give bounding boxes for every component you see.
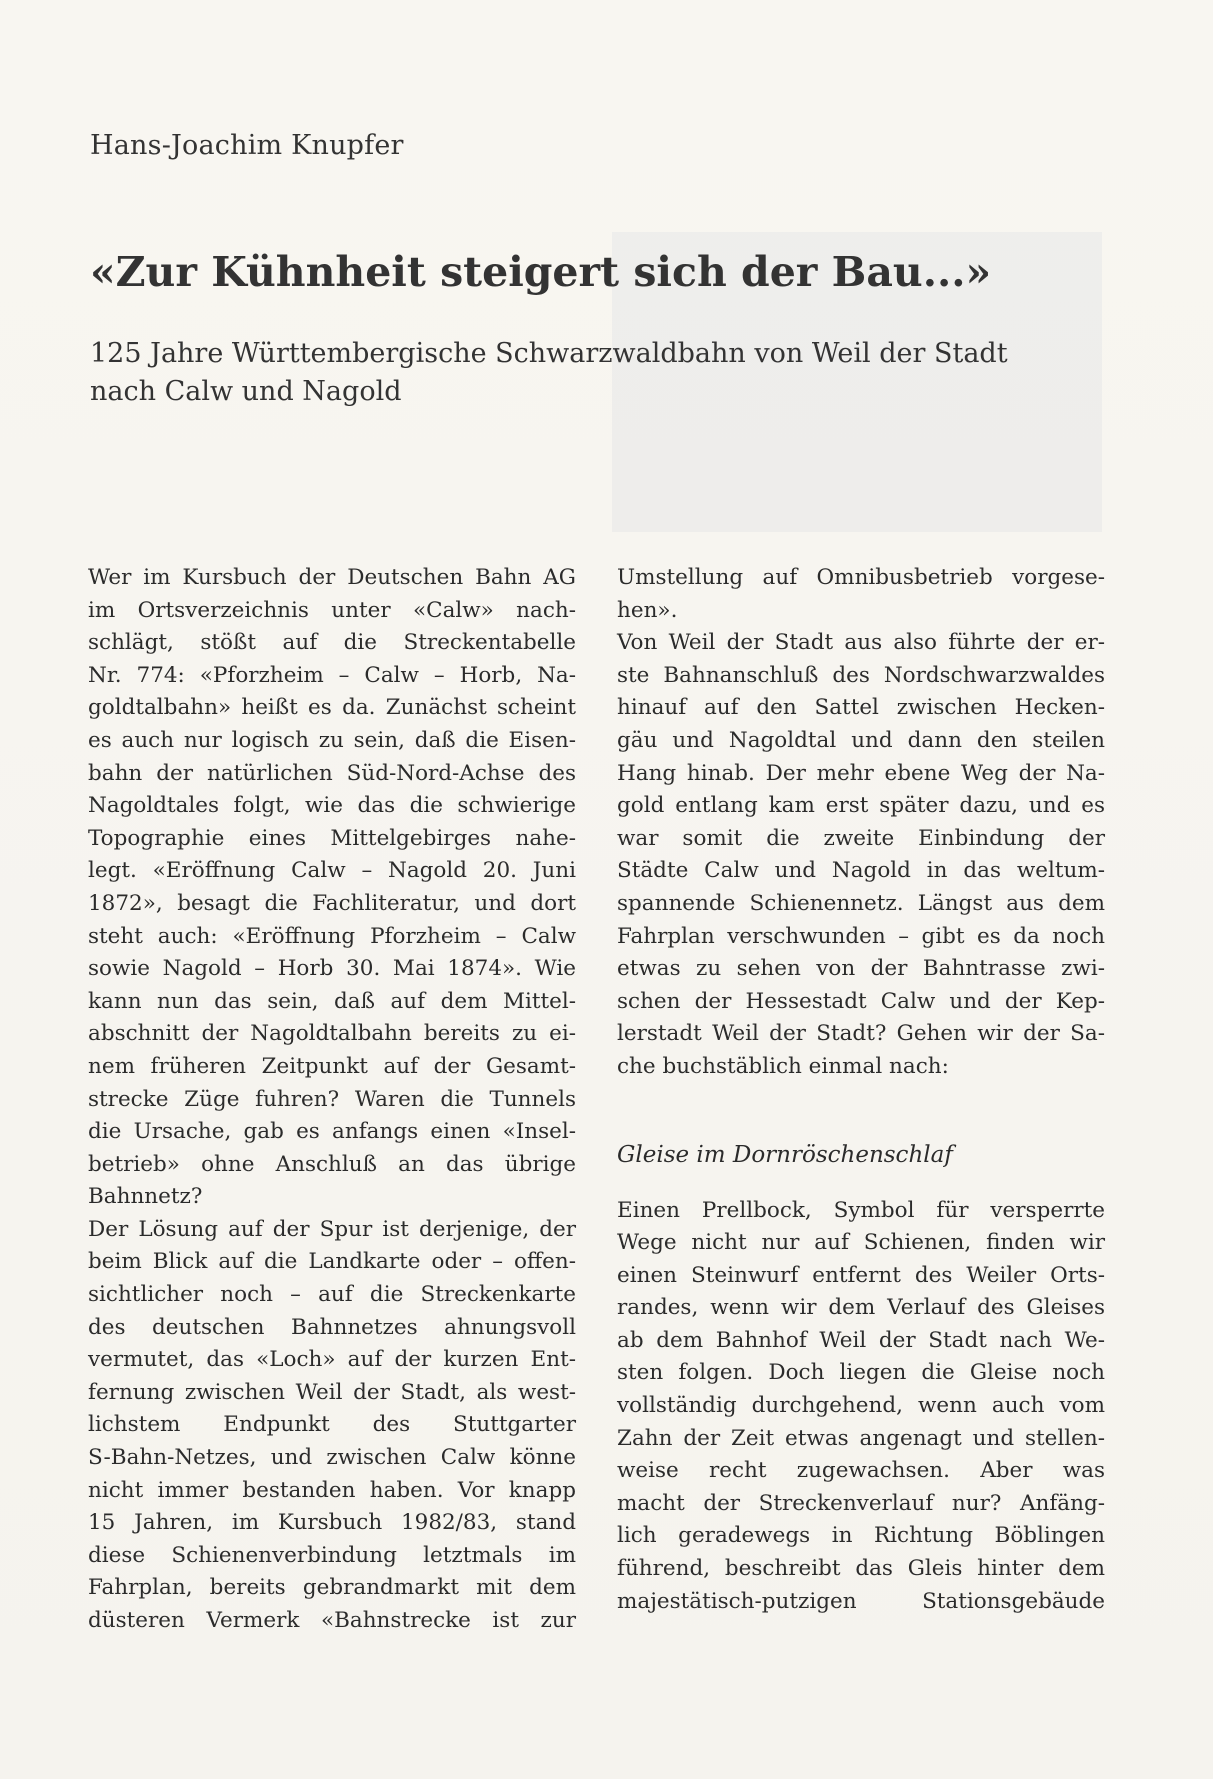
left-column bbox=[88, 562, 576, 1638]
body-line: 15 Jahren, im Kursbuch 1982/83, stand bbox=[88, 1510, 576, 1536]
body-line: ab dem Bahnhof Weil der Stadt nach We- bbox=[617, 1327, 1105, 1353]
body-line: fernung zwischen Weil der Stadt, als west- bbox=[88, 1379, 576, 1405]
article-title: «Zur Kühnheit steigert sich der Bau...» bbox=[90, 248, 992, 296]
body-line: etwas zu sehen von der Bahntrasse zwi- bbox=[617, 956, 1105, 982]
body-line: des deutschen Bahnnetzes ahnungsvoll bbox=[88, 1314, 576, 1340]
body-line: che buchstäblich einmal nach: bbox=[617, 1053, 949, 1079]
body-line: sichtlicher noch – auf die Streckenkarte bbox=[88, 1282, 576, 1308]
body-line: diese Schienenverbindung letztmals im bbox=[88, 1542, 576, 1568]
body-line: Topographie eines Mittelgebirges nahe- bbox=[88, 825, 576, 851]
body-line: Städte Calw und Nagold in das weltum- bbox=[617, 858, 1105, 884]
body-line: randes, wenn wir dem Verlauf des Gleises bbox=[617, 1295, 1105, 1321]
body-line: vermutet, das «Loch» auf der kurzen Ent- bbox=[88, 1347, 576, 1373]
body-line: Wer im Kursbuch der Deutschen Bahn AG bbox=[88, 565, 576, 590]
body-line: lerstadt Weil der Stadt? Gehen wir der Sa- bbox=[617, 1021, 1105, 1047]
subtitle-line: nach Calw und Nagold bbox=[90, 376, 402, 407]
body-line: hen». bbox=[617, 597, 678, 623]
body-line: Nagoldtales folgt, wie das die schwierige bbox=[88, 793, 576, 819]
body-line: Wege nicht nur auf Schienen, finden wir bbox=[617, 1230, 1105, 1256]
body-line: steht auch: «Eröffnung Pforzheim – Calw bbox=[88, 923, 576, 949]
body-line: spannende Schienennetz. Längst aus dem bbox=[617, 890, 1105, 916]
body-line: im Ortsverzeichnis unter «Calw» nach- bbox=[88, 597, 576, 623]
body-line: Einen Prellbock, Symbol für versperrte bbox=[617, 1197, 1105, 1223]
body-line: S-Bahn-Netzes, und zwischen Calw könne bbox=[88, 1445, 576, 1471]
body-line: führend, beschreibt das Gleis hinter dem bbox=[617, 1556, 1105, 1582]
body-line: goldtalbahn» heißt es da. Zunächst scheint bbox=[88, 695, 576, 721]
body-line: abschnitt der Nagoldtalbahn bereits zu ei- bbox=[88, 1021, 576, 1047]
body-line: Zahn der Zeit etwas angenagt und stellen- bbox=[617, 1425, 1105, 1451]
body-line: schlägt, stößt auf die Streckentabelle bbox=[88, 630, 576, 656]
body-line: Nr. 774: «Pforzheim – Calw – Horb, Na- bbox=[88, 662, 576, 688]
subtitle-line: 125 Jahre Württembergische Schwarzwaldbahn von Weil der Stadt bbox=[90, 338, 1008, 369]
section-heading: Gleise im Dornröschenschlaf bbox=[617, 1141, 953, 1168]
body-line: majestätisch-putzigen Stationsgebäude bbox=[617, 1588, 1105, 1614]
body-line: Der Lösung auf der Spur ist derjenige, der bbox=[88, 1216, 576, 1242]
body-line: gäu und Nagoldtal und dann den steilen bbox=[617, 727, 1105, 753]
body-line: lich geradewegs in Richtung Böblingen bbox=[617, 1523, 1105, 1549]
body-line: lichstem Endpunkt des Stuttgarter bbox=[88, 1412, 576, 1438]
body-line: düsteren Vermerk «Bahnstrecke ist zur bbox=[88, 1608, 576, 1633]
body-line: die Ursache, gab es anfangs einen «Insel- bbox=[88, 1119, 576, 1145]
body-line: betrieb» ohne Anschluß an das übrige bbox=[88, 1151, 576, 1177]
article-subtitle bbox=[90, 335, 1090, 411]
body-line: einen Steinwurf entfernt des Weiler Orts- bbox=[617, 1262, 1105, 1288]
body-line: sten folgen. Doch liegen die Gleise noch bbox=[617, 1360, 1105, 1386]
body-line: ste Bahnanschluß des Nordschwarzwaldes bbox=[617, 662, 1105, 688]
body-line: Fahrplan, bereits gebrandmarkt mit dem bbox=[88, 1575, 576, 1601]
body-line: Umstellung auf Omnibusbetrieb vorgese- bbox=[617, 565, 1105, 590]
body-line: kann nun das sein, daß auf dem Mittel- bbox=[88, 988, 576, 1014]
body-line: macht der Streckenverlauf nur? Anfäng- bbox=[617, 1490, 1105, 1516]
body-line: beim Blick auf die Landkarte oder – offen- bbox=[88, 1249, 576, 1275]
body-line: nem früheren Zeitpunkt auf der Gesamt- bbox=[88, 1053, 576, 1079]
body-line: legt. «Eröffnung Calw – Nagold 20. Juni bbox=[88, 858, 576, 884]
body-line: bahn der natürlichen Süd-Nord-Achse des bbox=[88, 760, 576, 786]
body-line: Von Weil der Stadt aus also führte der er- bbox=[617, 630, 1105, 656]
body-line: Bahnnetz? bbox=[88, 1184, 203, 1210]
body-line: war somit die zweite Einbindung der bbox=[617, 825, 1105, 851]
body-line: vollständig durchgehend, wenn auch vom bbox=[617, 1393, 1105, 1419]
body-line: sowie Nagold – Horb 30. Mai 1874». Wie bbox=[88, 956, 576, 982]
body-line: Fahrplan verschwunden – gibt es da noch bbox=[617, 923, 1105, 949]
body-line: Hang hinab. Der mehr ebene Weg der Na- bbox=[617, 760, 1105, 786]
body-line: strecke Züge fuhren? Waren die Tunnels bbox=[88, 1086, 576, 1112]
body-line: weise recht zugewachsen. Aber was bbox=[617, 1458, 1105, 1484]
body-line: nicht immer bestanden haben. Vor knapp bbox=[88, 1477, 576, 1503]
right-column bbox=[617, 562, 1105, 1618]
body-line: hinauf auf den Sattel zwischen Hecken- bbox=[617, 695, 1105, 721]
body-line: schen der Hessestadt Calw und der Kep- bbox=[617, 988, 1105, 1014]
body-line: 1872», besagt die Fachliteratur, und dort bbox=[88, 890, 576, 916]
body-line: es auch nur logisch zu sein, daß die Eisen- bbox=[88, 727, 576, 753]
author-name: Hans-Joachim Knupfer bbox=[90, 130, 404, 161]
body-line: gold entlang kam erst später dazu, und es bbox=[617, 793, 1105, 819]
